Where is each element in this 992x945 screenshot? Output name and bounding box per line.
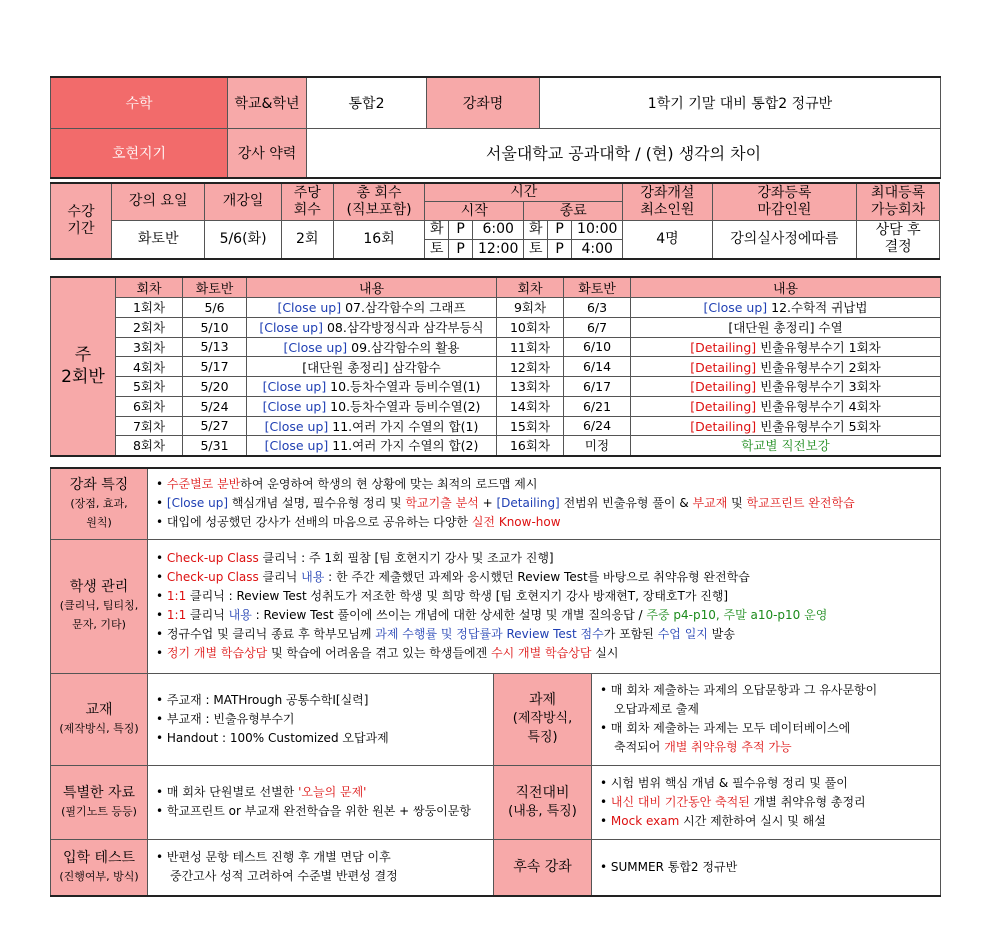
lesson-tag: [Close up] [259,320,323,336]
session-no: 5회차 [116,377,183,397]
table-row [51,357,941,377]
session-date: 6/21 [564,396,631,416]
school-value: 통합2 [307,77,427,128]
time2-p: P [449,240,473,259]
session-content [247,357,497,377]
col-header-date: 화토반 [564,277,631,298]
lesson-tag: [Close up] [283,339,348,355]
weekly-value: 2회 [281,220,333,259]
session-content [631,317,941,337]
list-item: • 대입에 성공했던 강사가 선배의 마음으로 공유하는 다양한 실전 Know-how [156,515,561,530]
table-row [51,337,941,357]
session-no: 9회차 [497,298,564,318]
material-label: 교재 (제작방식, 특징) [51,673,148,765]
session-no: 4회차 [116,357,183,377]
final-label: 직전대비 (내용, 특징) [494,765,592,839]
time-header: 시간 [425,183,623,202]
session-content [631,298,941,318]
min-header: 강좌개설 최소인원 [623,183,712,220]
session-no: 3회차 [116,337,183,357]
lesson-title: 07.삼각함수의 그래프 [341,300,466,316]
col-header-date: 화토반 [183,277,247,298]
lesson-title: 10.등차수열과 등비수열(1) [326,379,481,395]
session-date: 5/20 [183,377,247,397]
lesson-title: 빈출유형부수기 3회차 [756,379,881,395]
session-no: 7회차 [116,416,183,436]
lesson-tag: [Close up] [262,399,327,415]
session-date: 6/7 [564,317,631,337]
list-item: • 수준별로 분반하여 운영하여 학생의 현 상황에 맞는 최적의 로드맵 제시 [156,477,538,492]
lesson-title: 학교별 직전보강 [741,438,830,454]
time2-end: 4:00 [572,240,623,259]
lesson-title: 11.여러 가지 수열의 합(1) [328,418,479,434]
special-label: 특별한 자료 (필기노트 등등) [51,765,148,839]
session-date: 6/10 [564,337,631,357]
session-no: 1회차 [116,298,183,318]
max-header: 최대등록 가능회차 [857,183,940,220]
teacher-value: 서울대학교 공과대학 / (현) 생각의 차이 [307,128,941,178]
session-content [247,416,497,436]
time1-end: 10:00 [572,220,623,239]
time2-eday: 토 [524,240,548,259]
session-no: 2회차 [116,317,183,337]
session-date: 5/31 [183,436,247,456]
session-date: 5/24 [183,396,247,416]
lesson-title: 10.등차수열과 등비수열(2) [326,399,481,415]
table-row [51,416,941,436]
school-label: 학교&학년 [228,77,307,128]
list-item: • [Close up] 핵심개념 설명, 필수유형 정리 및 학교기출 분석 + [Detailing] 전범위 빈출유형 풀이 & 부교재 및 학교프린트 완전학습 [156,496,855,511]
list-item: • 학교프린트 or 부교재 완전학습을 위한 원본 + 쌍둥이문항 [156,804,471,818]
col-header-content: 내용 [247,277,497,298]
session-content [631,396,941,416]
session-date: 5/13 [183,337,247,357]
list-item: • Check-up Class 클리닉 내용 : 한 주간 제출했던 과제와 응시했던 Review Test를 바탕으로 취약유형 완전학습 [156,570,750,584]
session-content [247,298,497,318]
list-item: • 정기 개별 학습상담 및 학습에 어려움을 겪고 있는 학생들에겐 수시 개별 학습상담 실시 [156,646,619,660]
session-content [631,416,941,436]
session-content [247,377,497,397]
session-date: 5/10 [183,317,247,337]
list-item: • 반편성 문항 테스트 진행 후 개별 면담 이후 [156,850,391,865]
session-date: 6/3 [564,298,631,318]
min-value: 4명 [623,220,712,259]
deadline-header: 강좌등록 마감인원 [712,183,857,220]
day-value: 화토반 [111,220,205,259]
lesson-title: [대단원 총정리] 수열 [728,320,843,336]
session-content [247,396,497,416]
max-value: 상담 후 결정 [857,220,940,259]
deadline-value: 강의실사정에따름 [712,220,857,259]
lesson-title: 빈출유형부수기 4회차 [756,399,881,415]
session-content [631,377,941,397]
session-content [247,436,497,456]
list-item: • SUMMER 통합2 정규반 [600,859,738,874]
session-content [631,436,941,456]
weekly-header: 주당 회수 [281,183,333,220]
session-date: 6/17 [564,377,631,397]
next-body [592,839,941,896]
begin-header: 시작 [425,202,524,220]
lesson-title: [대단원 총정리] 삼각함수 [302,359,441,375]
teacher-label: 강사 약력 [228,128,307,178]
session-date: 6/24 [564,416,631,436]
homework-body [592,673,941,765]
list-item: • 1:1 클리닉 : Review Test 성취도가 저조한 학생 및 희망 학생 [팀 호현지기 강사 방재현T, 장태호T가 진행] [156,589,729,603]
course-label: 강좌명 [427,77,540,128]
features-body [148,468,941,539]
lesson-tag: [Detailing] [690,418,757,434]
session-date: 6/14 [564,357,631,377]
lesson-tag: [Close up] [703,300,768,316]
total-value: 16회 [333,220,424,259]
session-no: 6회차 [116,396,183,416]
list-item: • Handout : 100% Customized 오답과제 [156,730,389,745]
session-date: 미정 [564,436,631,456]
session-date: 5/27 [183,416,247,436]
time1-p: P [449,220,473,239]
time2-day: 토 [425,240,449,259]
col-header-no: 회차 [116,277,183,298]
management-label: 학생 관리 (클리닉, 팀티칭, 문자, 기타) [51,539,148,673]
start-header: 개강일 [205,183,281,220]
subject-title: 수학 [51,77,228,128]
session-no: 11회차 [497,337,564,357]
lesson-tag: [Detailing] [690,399,757,415]
entrance-body [148,839,494,896]
schedule-label: 주 2회반 [51,277,116,456]
brand-title: 호현지기 [51,128,228,178]
special-body [148,765,494,839]
session-content [247,337,497,357]
time2-ep: P [548,240,572,259]
session-date: 5/17 [183,357,247,377]
session-date: 5/6 [183,298,247,318]
list-item: • 주교재 : MATHrough 공통수학Ⅰ[실력] [156,692,369,707]
time1-ep: P [548,220,572,239]
list-item-cont: 축적되어 개별 취약유형 추적 가능 [614,740,792,754]
time1-start: 6:00 [473,220,524,239]
next-label: 후속 강좌 [494,839,592,896]
lesson-tag: [Close up] [262,379,327,395]
session-no: 10회차 [497,317,564,337]
list-item: • Mock exam 시간 제한하여 실시 및 해설 [600,813,826,828]
period-table [50,182,940,260]
material-body [148,673,494,765]
list-item-cont: 오답과제로 출제 [614,702,699,716]
lesson-title: 빈출유형부수기 5회차 [756,418,881,434]
lesson-tag: [Detailing] [690,379,757,395]
list-item: • 매 회차 제출하는 과제의 오답문항과 그 유사문항이 [600,683,878,697]
day-header: 강의 요일 [111,183,205,220]
session-content [631,357,941,377]
entrance-label: 입학 테스트 (진행여부, 방식) [51,839,148,896]
list-item: • 내신 대비 기간동안 축적된 개별 취약유형 총정리 [600,794,866,809]
lesson-title: 빈출유형부수기 2회차 [756,359,881,375]
lesson-tag: [Detailing] [690,359,757,375]
lesson-tag: [Detailing] [690,339,757,355]
features-label: 강좌 특징 (장점, 효과, 원칙) [51,468,148,539]
details-table [50,467,940,895]
session-no: 14회차 [497,396,564,416]
total-header: 총 회수 (직보포함) [333,183,424,220]
session-no: 12회차 [497,357,564,377]
start-value: 5/6(화) [205,220,281,259]
session-no: 13회차 [497,377,564,397]
col-header-no: 회차 [497,277,564,298]
table-row [51,396,941,416]
session-no: 8회차 [116,436,183,456]
list-item: • 부교재 : 빈출유형부수기 [156,711,295,726]
table-row [51,436,941,456]
lesson-tag: [Close up] [264,438,329,454]
time1-eday: 화 [524,220,548,239]
session-no: 16회차 [497,436,564,456]
list-item: • 시험 범위 핵심 개념 & 필수유형 정리 및 풀이 [600,775,848,790]
table-row [51,377,941,397]
list-item-cont: 중간고사 성적 고려하여 수준별 반편성 결정 [170,869,398,884]
time2-start: 12:00 [473,240,524,259]
period-label: 수강 기간 [51,183,112,259]
list-item: • 매 회차 단원별로 선별한 '오늘의 문제' [156,785,367,799]
list-item: • Check-up Class 클리닉 : 주 1회 필참 [팀 호현지기 강사 및 조교가 진행] [156,551,554,565]
lesson-tag: [Close up] [264,418,329,434]
schedule-table [50,276,940,453]
table-row [51,298,941,318]
session-content [631,337,941,357]
lesson-title: 빈출유형부수기 1회차 [756,339,881,355]
table-row [51,317,941,337]
lesson-title: 11.여러 가지 수열의 합(2) [328,438,479,454]
end-header: 종료 [524,202,623,220]
session-no: 15회차 [497,416,564,436]
lesson-tag: [Close up] [277,300,342,316]
list-item: • 1:1 클리닉 내용 : Review Test 풀이에 쓰이는 개념에 대한 상세한 설명 및 개별 질의응답 / 주중 p4-p10, 주말 a10-p10 운영 [156,608,828,622]
homework-label: 과제 (제작방식, 특징) [494,673,592,765]
list-item: • 정규수업 및 클리닉 종료 후 학부모님께 과제 수행률 및 정답률과 Review Test 점수가 포함된 수업 일지 발송 [156,627,735,641]
lesson-title: 09.삼각함수의 활용 [347,339,460,355]
session-content [247,317,497,337]
lesson-title: 08.삼각방정식과 삼각부등식 [322,320,484,336]
final-body [592,765,941,839]
course-header [50,76,940,177]
course-value: 1학기 기말 대비 통합2 정규반 [540,77,941,128]
list-item: • 매 회차 제출하는 과제는 모두 데이터베이스에 [600,721,851,735]
lesson-title: 12.수학적 귀납법 [767,300,868,316]
management-body [148,539,941,673]
time1-day: 화 [425,220,449,239]
col-header-content: 내용 [631,277,941,298]
